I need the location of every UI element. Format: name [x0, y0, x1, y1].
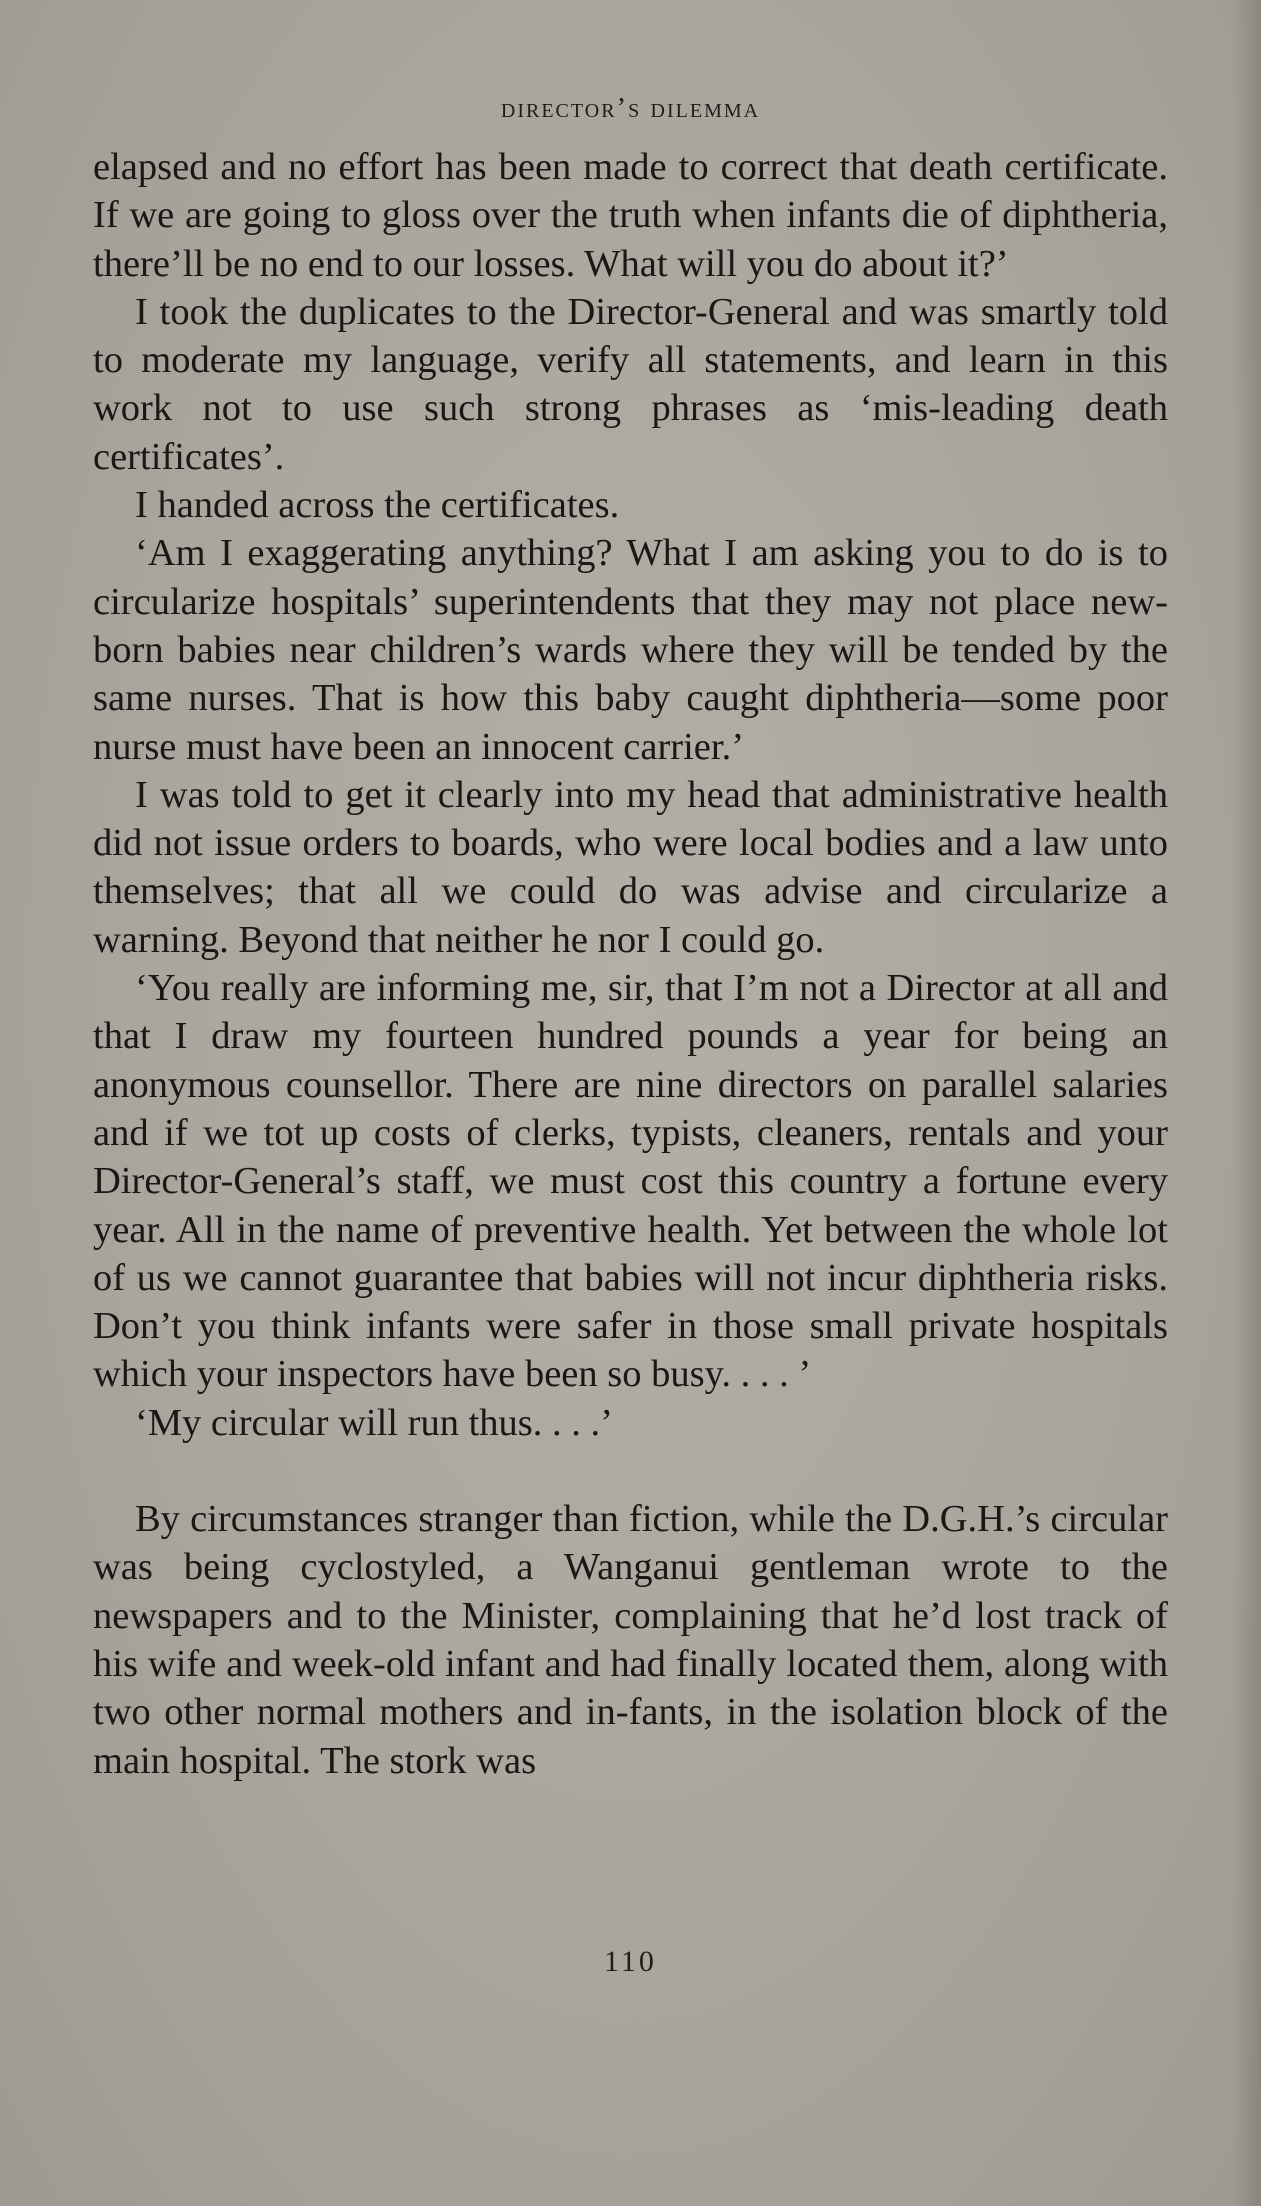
- body-text: [93, 143, 1168, 1785]
- paragraph: I was told to get it clearly into my head that administrative health did not issue orders to boards, who were local bodies and a law unto themselves; that all we could do was advise and circularize a warning. Beyond that neither he nor I could go.: [93, 773, 1168, 961]
- paragraph: ‘Am I exaggerating anything? What I am asking you to do is to circularize hospitals’ superintendents that they may not place new-born babies near children’s wards where they will be tended by the same nurses. That is how this baby caught diphtheria—some poor nurse must have been an innocent carrier.’: [93, 532, 1168, 768]
- page-edge-shadow: [1233, 0, 1261, 2206]
- paragraph: By circumstances stranger than fiction, while the D.G.H.’s circular was being cyclostyled, a Wanganui gentleman wrote to the newspapers and to the Minister, complaining that he’d lost track of his wife and week-old infant and had finally located them, along with two other normal mothers and in-fants, in the isolation block of the main hospital. The stork was: [93, 1498, 1168, 1782]
- running-head: director’s dilemma: [500, 92, 761, 124]
- paragraph: ‘You really are informing me, sir, that I’m not a Director at all and that I draw my fourteen hundred pounds a year for being an anonymous counsellor. There are nine directors on parallel salaries and if we tot up costs of clerks, typists, cleaners, rentals and your Director-General’s staff, we must cost this country a fortune every year. All in the name of preventive health. Yet between the whole lot of us we cannot guarantee that babies will not incur diphtheria risks. Don’t you think infants were safer in those small private hospitals which your inspectors have been so busy. . . . ’: [93, 967, 1168, 1396]
- paragraph: I took the duplicates to the Director-General and was smartly told to moderate my language, verify all statements, and learn in this work not to use such strong phrases as ‘mis-leading death certificates’.: [93, 290, 1168, 478]
- page-number: 110: [604, 1945, 657, 1978]
- paragraph: ‘My circular will run thus. . . .’: [135, 1401, 613, 1444]
- section-break: [93, 1447, 1168, 1495]
- paragraph-continued: elapsed and no effort has been made to correct that death certificate. If we are going to gloss over the truth when infants die of diphtheria, there’ll be no end to our losses. What will you do about it?’: [93, 146, 1168, 285]
- paragraph: I handed across the certificates.: [135, 484, 620, 527]
